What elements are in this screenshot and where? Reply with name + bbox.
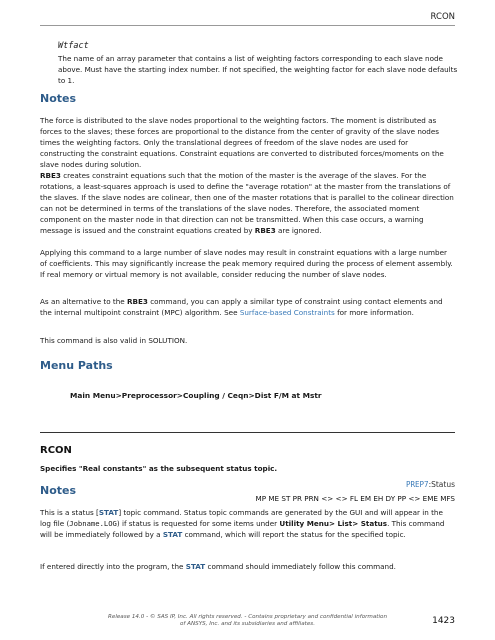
- notes-paragraph-3: [40, 247, 455, 280]
- section-divider: [40, 432, 455, 433]
- rbe3-command-3: RBE3: [126, 297, 148, 306]
- notes2-paragraph-2: [40, 561, 455, 572]
- header-divider: [40, 25, 455, 26]
- notes-paragraph-1: [40, 115, 455, 170]
- rcon-subtitle-text: Specifies "Real constants" as the subsequent status topic.: [40, 464, 278, 473]
- notes2-p2-text-a: If entered directly into the program, the: [40, 562, 186, 571]
- rbe3-command-2: RBE3: [254, 226, 276, 235]
- notes2-p2-text-b: command should immediately follow this command.: [205, 562, 396, 571]
- notes-paragraph-5: [40, 335, 455, 346]
- utility-menu-path: Utility Menu> List> Status: [279, 519, 388, 528]
- notes-p4-text-b: command, you can apply a similar type of constraint using contact elements and the internal multipoint constraint (MPC) algorithm. See: [40, 297, 443, 317]
- menu-path-text: Main Menu>Preprocessor>Coupling / Ceqn>Dist F/M at Mstr: [70, 391, 322, 400]
- rcon-subtitle: [40, 463, 455, 474]
- rcon-title-text: RCON: [40, 445, 72, 456]
- rcon-title: [40, 445, 455, 456]
- notes2-p1-text-d: . This command will be immediately followed by a: [40, 519, 445, 539]
- notes-paragraph-4: [40, 296, 455, 318]
- menu-path: [70, 383, 455, 402]
- product-abbreviations: MP ME ST PR PRN <> <> FL EM EH DY PP <> EME MFS: [255, 494, 455, 503]
- notes2-p1-text-e: command, which will report the status for the specified topic.: [182, 530, 406, 539]
- notes-paragraph-2: [40, 170, 455, 236]
- stat-command-link-3[interactable]: STAT: [185, 562, 206, 571]
- surface-based-constraints-link[interactable]: Surface-based Constraints: [239, 308, 335, 317]
- menu-paths-heading-text: Menu Paths: [40, 359, 113, 372]
- wtfact-description-text: The name of an array parameter that contains a list of weighting factors corresponding to each slave node above. Must have the starting index number. If not specified, the weighting factor for each slave node defaults to 1.: [58, 54, 458, 85]
- notes2-p1-text-c: ) if status is requested for some items under: [116, 519, 280, 528]
- processor-name[interactable]: PREP7: [405, 480, 429, 489]
- page-number: 1423: [432, 616, 455, 626]
- footer-line-1: Release 14.0 - © SAS IP, Inc. All rights reserved. - Contains proprietary and confidential information: [107, 614, 388, 620]
- stat-command-link-2[interactable]: STAT: [162, 530, 183, 539]
- notes-p4-text-c: for more information.: [334, 308, 414, 317]
- notes-heading-text: Notes: [40, 92, 77, 105]
- notes-p2-text-b: are ignored.: [275, 226, 322, 235]
- processor-suffix: :Status: [428, 480, 455, 489]
- stat-command-link[interactable]: STAT: [98, 508, 119, 517]
- notes-heading-2-text: Notes: [40, 484, 77, 497]
- notes-heading-2: [40, 484, 455, 497]
- notes2-paragraph-1: [40, 507, 455, 540]
- jobname-log-file: Jobname.LOG: [69, 519, 117, 528]
- notes-p1-text: The force is distributed to the slave nodes proportional to the weighting factors. The moment is distributed as forces to the slaves; these forces are proportional to the distance from the center of gravity of the slave nodes times the weighting factors. Only the translational degrees of freedom of the slave nodes are used for constructing the constraint equations. Constraint equations are converted to distributed forces/moments on the slave nodes during solution.: [40, 116, 444, 169]
- notes2-p1-text-a: This is a status [: [40, 508, 99, 517]
- footer: [0, 614, 495, 628]
- wtfact-description: [58, 53, 463, 86]
- notes-p3-text: Applying this command to a large number of slave nodes may result in constraint equations with a large number of coefficients. This may significantly increase the peak memory required during the process of element assembly. If real memory or virtual memory is not available, consider reducing the number of slave nodes.: [40, 248, 453, 279]
- wtfact-param-name: Wtfact: [58, 41, 89, 51]
- notes-p4-text-a: As an alternative to the: [40, 297, 127, 306]
- notes2-p1-text-b: ] topic command. Status topic commands are generated by the GUI and will appear in the log file (: [40, 508, 443, 528]
- notes-heading-1: [40, 92, 455, 105]
- rbe3-command: RBE3: [40, 171, 61, 180]
- footer-line-2: of ANSYS, Inc. and its subsidiaries and affiliates.: [179, 621, 315, 627]
- notes-p2-text-a: creates constraint equations such that the motion of the master is the average of the slaves. For the rotations, a least-squares approach is used to define the "average rotation" at the master from the translations of the slaves. If the slave nodes are colinear, then one of the master rotations that is parallel to the colinear direction can not be determined in terms of the translations of the slave nodes. Therefore, the associated moment component on the master node in that direction can not be transmitted. When this case occurs, a warning message is issued and the constraint equations created by: [40, 171, 454, 235]
- running-head: RCON: [430, 12, 455, 22]
- menu-paths-heading: [40, 359, 455, 372]
- notes-p5-text: This command is also valid in SOLUTION.: [40, 336, 188, 345]
